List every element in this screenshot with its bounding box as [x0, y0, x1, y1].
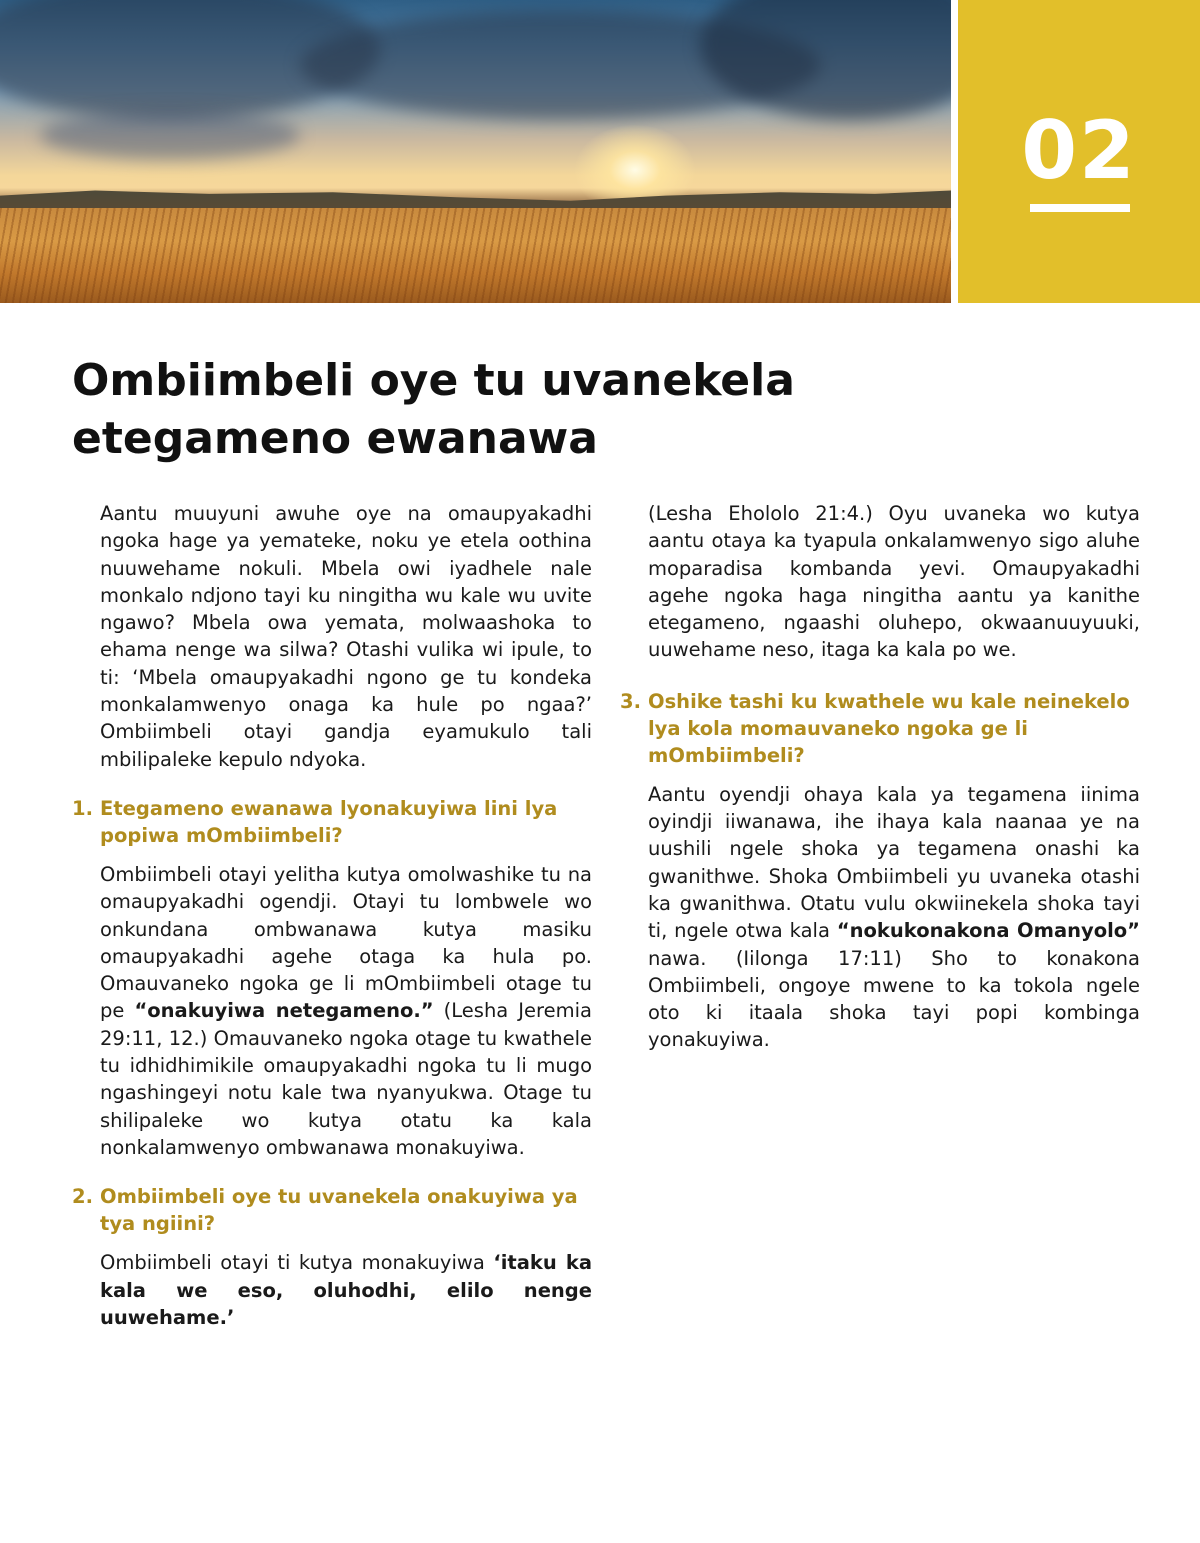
answer-1-paragraph: [72, 861, 592, 1161]
question-text: Etegameno ewanawa lyonakuyiwa lini lya popiwa mOmbiimbeli?: [100, 796, 558, 847]
question-3: [620, 688, 1140, 769]
question-text: Ombiimbeli oye tu uvanekela onakuyiwa ya tya ngiini?: [100, 1185, 578, 1236]
right-column: [620, 500, 1140, 1054]
title-line-1: Ombiimbeli oye tu uvanekela: [72, 355, 795, 406]
answer-emphasis: ‘itaku ka kala we eso, oluhodhi, elilo nenge uuwehame.’: [100, 1251, 592, 1329]
answer-2-paragraph: [72, 1249, 592, 1331]
answer-text: nawa. (Iilonga 17:11) Sho to konakona Ombiimbeli, ongoye mwene to ka tokola ngele oto ki itaala shoka tayi popi kombinga yonakuyiwa.: [648, 946, 1140, 1052]
answer-emphasis: “onakuyiwa netegameno.”: [134, 999, 434, 1023]
answer-3-paragraph: [620, 781, 1140, 1054]
hero-image: [0, 0, 951, 303]
question-text: Oshike tashi ku kwathele wu kale neinekelo lya kola momauvaneko ngoka ge li mOmbiimbeli?: [648, 689, 1130, 767]
page-title: [72, 352, 872, 468]
question-1: [72, 795, 592, 849]
chapter-badge: [958, 0, 1200, 303]
intro-paragraph: Aantu muuyuni awuhe oye na omaupyakadhi ngoka hage ya yemateke, noku ye etela oothina nuuwehame nokuli. Mbela owi iyadhele nale monkalo ndjono tayi ku ningitha wu kale wu uvite ngawo? Mbela owa yemata, molwaashoka to ehama nenge wa silwa? Otashi vulika wi ipule, to ti: ‘Mbela omaupyakadhi ngono ge tu kondeka monkalamwenyo onaga ka hule po ngaa?’ Ombiimbeli otayi gandja eyamukulo tali mbilipaleke kepulo ndyoka.: [100, 502, 592, 771]
left-column: [72, 500, 592, 1331]
answer-text: Aantu oyendji ohaya kala ya tegamena iinima oyindji iiwanawa, ihe ihaya kala naanaa ye na uushili ngele shoka ya tegamena onashi ka gwanithwe. Shoka Ombiimbeli yu uvaneka otashi ka gwanithwa. Otatu vulu okwiinekela shoka tayi ti, ngele otwa kala: [648, 782, 1140, 943]
answer-text: Ombiimbeli otayi ti kutya monakuyiwa: [100, 1251, 494, 1275]
title-line-2: etegameno ewanawa: [72, 413, 599, 464]
wheat-field: [0, 208, 951, 303]
question-number: 3.: [620, 689, 641, 713]
question-number: 1.: [72, 796, 93, 820]
question-number: 2.: [72, 1185, 93, 1209]
answer-emphasis: “nokukonakona Omanyolo”: [836, 919, 1140, 943]
question-2: [72, 1183, 592, 1237]
answer-text: (Lesha Jeremia 29:11, 12.) Omauvaneko ngoka otage tu kwathele tu idhidhimikile omaupyakadhi ngoka tu li mugo ngashingeyi notu kale twa nyanyukwa. Otage tu shilipaleke wo kutya otatu ka kala nonkalamwenyo ombwanawa monakuyiwa.: [100, 999, 593, 1159]
chapter-number: 02: [1021, 104, 1137, 197]
chapter-underline: [1030, 204, 1130, 212]
answer-2-continuation: (Lesha Eholol‌o 21:4.) Oyu uvaneka wo kutya aantu otaya ka tyapula onkalamwenyo sigo aluhe moparadisa kombanda yevi. Omaupyakadhi agehe ngoka haga ningitha aantu ya kanithe etegameno, ngaashi oluhepo, okwaanuuyuuki, uuwehame neso, itaga ka kala po we.: [648, 502, 1140, 662]
answer-text: Ombiimbeli otayi yelitha kutya omolwashike tu na omaupyakadhi ogendji. Otayi tu lombwele wo onkundana ombwanawa kutya masiku omaupyakadhi agehe otaga ka hula po. Omauvaneko ngoka ge li mOmbiimbeli otage tu pe: [100, 862, 592, 1023]
